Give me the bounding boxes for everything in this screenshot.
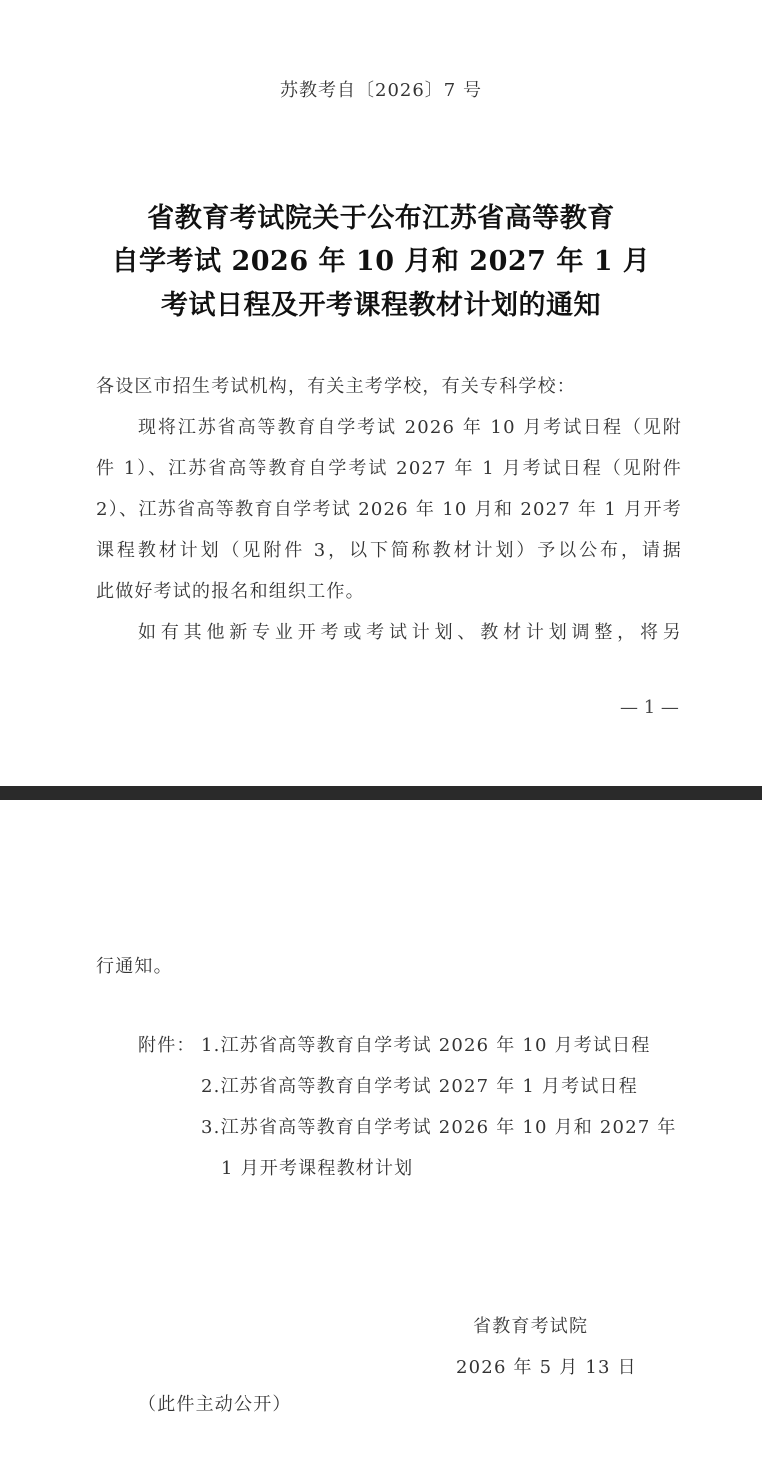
document-page-2 <box>0 800 762 1463</box>
document-number: 苏教考自〔2026〕7 号 <box>280 80 482 101</box>
attachment-item-2: 2.江苏省高等教育自学考试 2027 年 1 月考试日程 <box>201 1076 638 1097</box>
paragraph-1-line-4: 课程教材计划（见附件 3，以下简称教材计划）予以公布，请据 <box>96 540 682 561</box>
document-title-line-3: 考试日程及开考课程教材计划的通知 <box>161 290 601 321</box>
salutation: 各设区市招生考试机构，有关主考学校，有关专科学校： <box>96 376 576 397</box>
paragraph-2-line-1: 如有其他新专业开考或考试计划、教材计划调整，将另 <box>138 622 682 643</box>
document-title-line-2: 自学考试 2026 年 10 月和 2027 年 1 月 <box>111 246 651 277</box>
attachment-item-3-continuation: 1 月开考课程教材计划 <box>221 1158 414 1179</box>
page-number: — 1 — <box>620 697 679 718</box>
attachments-label: 附件： <box>138 1035 196 1056</box>
paragraph-2-continuation: 行通知。 <box>96 956 173 977</box>
signature-organization: 省教育考试院 <box>473 1316 589 1337</box>
attachment-item-3: 3.江苏省高等教育自学考试 2026 年 10 月和 2027 年 <box>201 1117 677 1138</box>
paragraph-1-line-2: 件 1）、江苏省高等教育自学考试 2027 年 1 月考试日程（见附件 <box>96 458 682 479</box>
paragraph-1-line-5: 此做好考试的报名和组织工作。 <box>96 581 365 602</box>
attachment-item-1: 1.江苏省高等教育自学考试 2026 年 10 月考试日程 <box>201 1035 651 1056</box>
disclosure-note: （此件主动公开） <box>138 1394 292 1415</box>
signature-date: 2026 年 5 月 13 日 <box>456 1357 637 1378</box>
paragraph-1-line-1: 现将江苏省高等教育自学考试 2026 年 10 月考试日程（见附 <box>138 417 682 438</box>
paragraph-1-line-3: 2）、江苏省高等教育自学考试 2026 年 10 月和 2027 年 1 月开考 <box>96 499 682 520</box>
document-title-line-1: 省教育考试院关于公布江苏省高等教育 <box>147 203 615 234</box>
page-divider <box>0 786 762 800</box>
